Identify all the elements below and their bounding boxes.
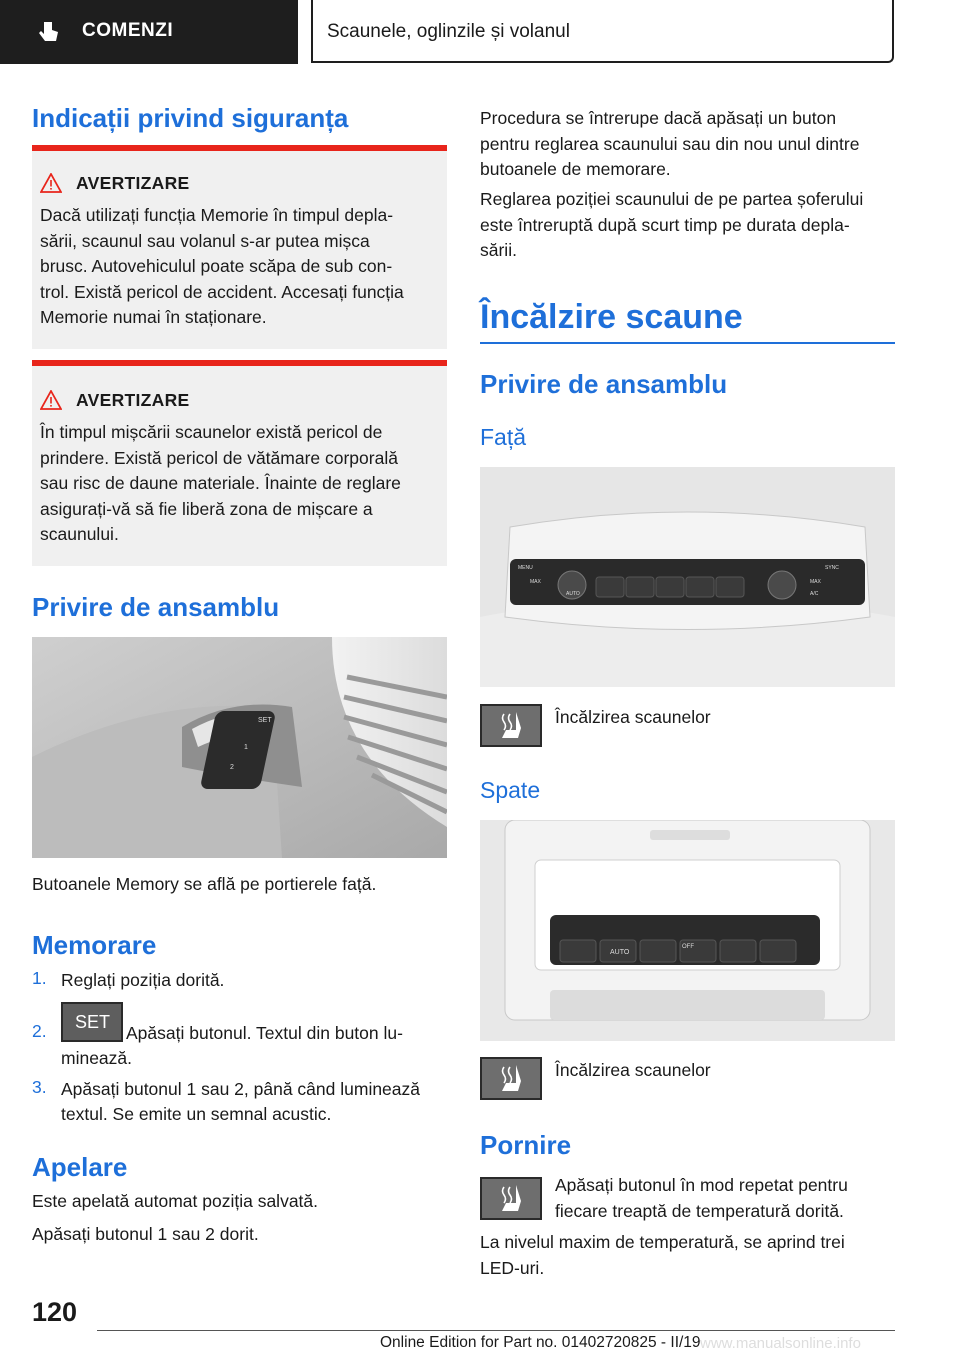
warning-line: asigurați-vă să fie liberă zona de mișcare a xyxy=(40,498,373,519)
chapter-tab-label: COMENZI xyxy=(82,20,174,41)
door-caption: Butoanele Memory se află pe portierele față. xyxy=(32,874,377,894)
page-number: 120 xyxy=(32,1297,78,1327)
seat-heating-icon xyxy=(480,704,542,747)
pornire-line: fiecare treaptă de temperatură dorită. xyxy=(555,1200,844,1221)
set-button-icon xyxy=(61,1002,123,1042)
seat-heating-icon xyxy=(480,1057,542,1100)
intro-paragraph xyxy=(480,106,859,183)
pornire-paragraph-2 xyxy=(480,1230,845,1281)
warning-title: AVERTIZARE xyxy=(76,390,190,410)
section-title: Încălzire scaune xyxy=(480,298,743,336)
warning-bar xyxy=(32,360,447,366)
door-button-2: 2 xyxy=(230,764,234,771)
door-illustration xyxy=(32,637,447,858)
panel-label: SYNC xyxy=(825,565,839,571)
chapter-title-box xyxy=(311,0,894,63)
intro-paragraph-2 xyxy=(480,187,863,264)
panel-label: A/C xyxy=(810,591,819,597)
door-button-1: 1 xyxy=(244,744,248,751)
panel-label: MAX xyxy=(530,579,541,585)
pornire-line: La nivelul maxim de temperatură, se aprind trei xyxy=(480,1232,845,1252)
pornire-line: Apăsați butonul în mod repetat pentru xyxy=(555,1175,848,1195)
warning-text xyxy=(40,420,440,548)
safety-heading: Indicații privind siguranța xyxy=(32,103,349,133)
step-number: 2. xyxy=(32,1021,47,1041)
intro-line: este întreruptă după scurt timp pe durata depla- xyxy=(480,214,850,235)
rear-panel-label: AUTO xyxy=(610,949,630,956)
intro-line: Procedura se întrerupe dacă apăsați un buton xyxy=(480,108,837,128)
memorare-heading: Memorare xyxy=(32,930,157,960)
edition-text: Online Edition for Part no. 01402720825 - II/19 xyxy=(380,1334,701,1351)
warning-triangle-icon xyxy=(40,390,62,410)
warning-line: brusc. Autovehiculul poate scăpa de sub con- xyxy=(40,256,393,276)
rear-panel-label: OFF xyxy=(682,944,694,950)
intro-line: sării. xyxy=(480,240,517,260)
step-number: 3. xyxy=(32,1077,47,1097)
warning-bar xyxy=(32,145,447,151)
step-text: textul. Se emite un semnal acustic. xyxy=(61,1104,332,1124)
chapter-title: Scaunele, oglinzile și volanul xyxy=(327,21,570,42)
front-panel-illustration xyxy=(480,467,895,687)
seat-heating-icon xyxy=(480,1177,542,1220)
intro-line: pentru reglarea scaunului sau din nou unul dintre xyxy=(480,133,860,154)
warning-line: Dacă utilizați funcția Memorie în timpul depla- xyxy=(40,205,394,225)
apelare-heading: Apelare xyxy=(32,1152,128,1182)
warning-text xyxy=(40,203,440,331)
apelare-text: Apăsați butonul 1 sau 2 dorit. xyxy=(32,1224,259,1244)
panel-label: MAX xyxy=(810,579,821,585)
seat-heat-glyph xyxy=(482,706,540,745)
door-memory-buttons-image xyxy=(32,637,447,858)
pornire-text xyxy=(555,1173,848,1224)
intro-line: Reglarea poziției scaunului de pe partea șoferului xyxy=(480,189,864,209)
warning-line: sau risc de daune materiale. Înainte de reglare xyxy=(40,473,401,493)
front-heading: Față xyxy=(480,424,527,450)
overview-heading-left: Privire de ansamblu xyxy=(32,592,280,622)
step-text: minează. xyxy=(61,1048,133,1068)
panel-label: MENU xyxy=(518,565,533,571)
warning-line: prindere. Există pericol de vătămare corporală xyxy=(40,447,398,468)
overview-heading-right: Privire de ansamblu xyxy=(480,369,728,399)
set-label: SET xyxy=(75,1012,111,1032)
pornire-heading: Pornire xyxy=(480,1130,572,1160)
apelare-text: Este apelată automat poziția salvată. xyxy=(32,1191,319,1211)
warning-line: scaunului. xyxy=(40,524,119,544)
rear-panel-illustration xyxy=(480,820,895,1041)
rear-climate-panel-image xyxy=(480,820,895,1041)
seat-heat-glyph xyxy=(482,1179,540,1218)
front-climate-panel-image xyxy=(480,467,895,687)
watermark: www.manualsonline.info xyxy=(700,1335,861,1352)
footer-rule xyxy=(97,1330,895,1331)
warning-line: sării, scaunul sau volanul s-ar putea mișca xyxy=(40,230,370,251)
warning-triangle-icon xyxy=(40,173,62,193)
step-text: Reglați poziția dorită. xyxy=(61,970,225,990)
section-rule xyxy=(480,342,895,344)
step-text: Apăsați butonul 1 sau 2, până când luminează xyxy=(61,1079,421,1099)
panel-label: AUTO xyxy=(566,591,580,597)
warning-box-1 xyxy=(32,145,447,349)
seat-heat-glyph xyxy=(482,1059,540,1098)
step-number: 1. xyxy=(32,968,47,988)
intro-line: butoanele de memorare. xyxy=(480,159,671,179)
rear-heading: Spate xyxy=(480,777,541,803)
pornire-line: LED-uri. xyxy=(480,1257,545,1278)
warning-line: În timpul mișcării scaunelor există pericol de xyxy=(40,422,383,442)
warning-line: trol. Există pericol de accident. Accesați funcția xyxy=(40,281,404,302)
warning-line: Memorie numai în staționare. xyxy=(40,307,267,327)
hand-pointer-icon xyxy=(36,20,62,46)
chapter-tab[interactable] xyxy=(0,0,298,64)
rear-icon-caption: Încălzirea scaunelor xyxy=(555,1060,711,1080)
door-button-set: SET xyxy=(258,717,272,724)
warning-title: AVERTIZARE xyxy=(76,173,190,193)
warning-box-2 xyxy=(32,360,447,566)
step-text: Apăsați butonul. Textul din buton lu- xyxy=(126,1023,403,1043)
front-icon-caption: Încălzirea scaunelor xyxy=(555,707,711,727)
